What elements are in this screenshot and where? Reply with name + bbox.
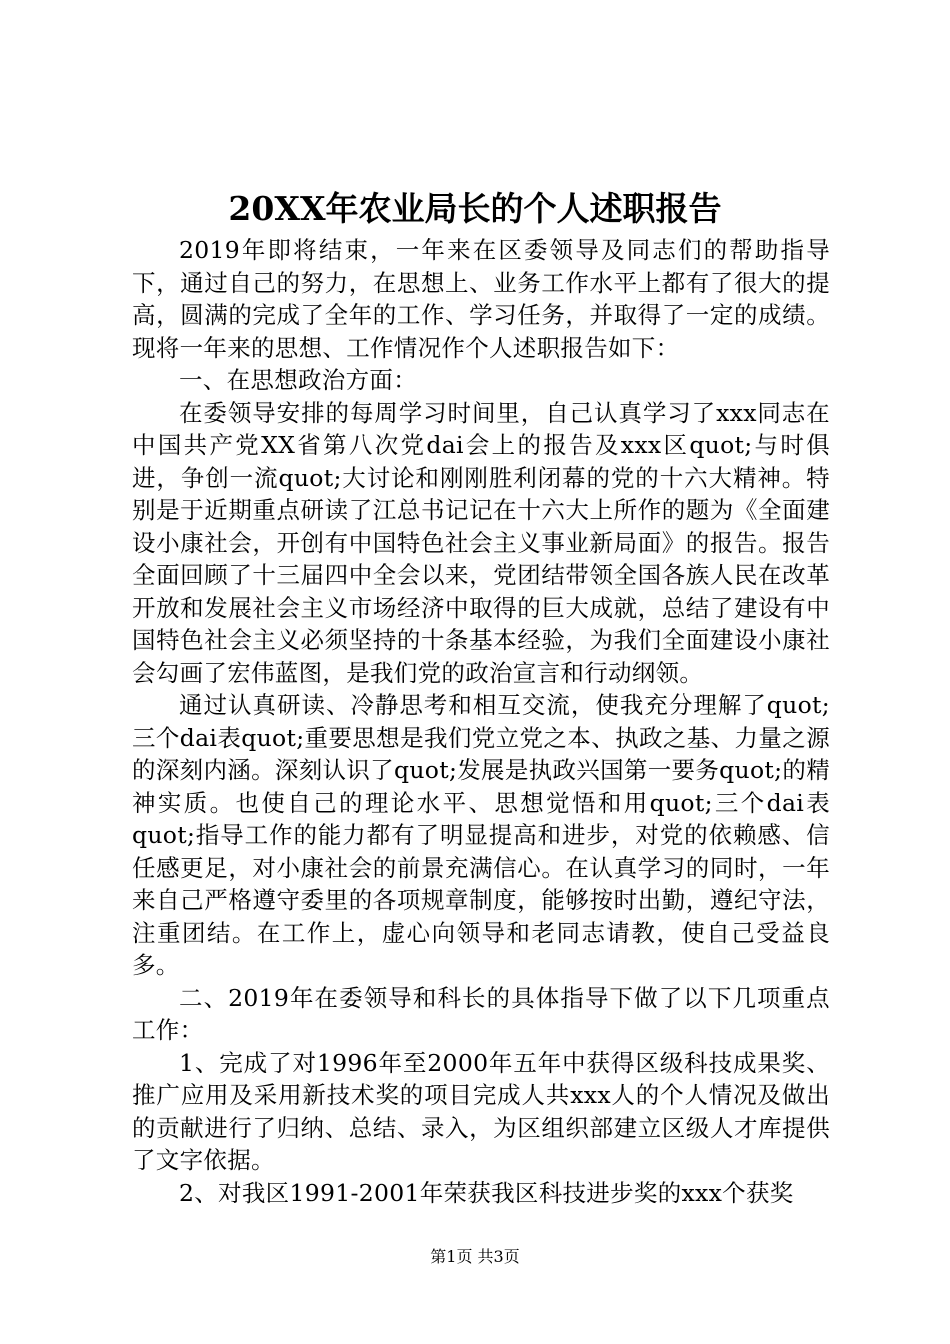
document-body [132, 234, 830, 1209]
page-footer: 第1页 共3页 [430, 1247, 520, 1266]
paragraph-intro: 2019年即将结束，一年来在区委领导及同志们的帮助指导下，通过自己的努力，在思想上、业务工作水平上都有了很大的提高，圆满的完成了全年的工作、学习任务，并取得了一定的成绩。现将一年来的思想、工作情况作个人述职报告如下： [132, 236, 830, 362]
document-title: 20XX年农业局长的个人述职报告 [228, 189, 722, 228]
paragraph-item-2: 2、对我区1991-2001年荣获我区科技进步奖的xxx个获奖 [179, 1178, 794, 1207]
section-heading-2: 二、2019年在委领导和科长的具体指导下做了以下几项重点工作： [132, 983, 830, 1044]
paragraph-reflection: 通过认真研读、冷静思考和相互交流，使我充分理解了quot;三个dai表quot;重要思想是我们党立党之本、执政之基、力量之源的深刻内涵。深刻认识了quot;发展是执政兴国第一要务quot;的精神实质。也使自己的理论水平、思想觉悟和用quot;三个dai表quot;指导工作的能力都有了明显提高和进步，对党的依赖感、信任感更足，对小康社会的前景充满信心。在认真学习的同时，一年来自己严格遵守委里的各项规章制度，能够按时出勤，遵纪守法，注重团结。在工作上，虚心向领导和老同志请教，使自己受益良多。 [132, 691, 830, 979]
paragraph-study: 在委领导安排的每周学习时间里，自己认真学习了xxx同志在中国共产党XX省第八次党dai会上的报告及xxx区quot;与时俱进，争创一流quot;大讨论和刚刚胜利闭幕的党的十六大精神。特别是于近期重点研读了江总书记记在十六大上所作的题为《全面建设小康社会，开创有中国特色社会主义事业新局面》的报告。报告全面回顾了十三届四中全会以来，党团结带领全国各族人民在改革开放和发展社会主义市场经济中取得的巨大成就，总结了建设有中国特色社会主义必须坚持的十条基本经验，为我们全面建设小康社会勾画了宏伟蓝图，是我们党的政治宣言和行动纲领。 [132, 398, 830, 687]
section-heading-1: 一、在思想政治方面： [179, 366, 417, 394]
paragraph-item-1: 1、完成了对1996年至2000年五年中获得区级科技成果奖、推广应用及采用新技术奖的项目完成人共xxx人的个人情况及做出的贡献进行了归纳、总结、录入，为区组织部建立区级人才库提供了文字依据。 [132, 1048, 830, 1174]
